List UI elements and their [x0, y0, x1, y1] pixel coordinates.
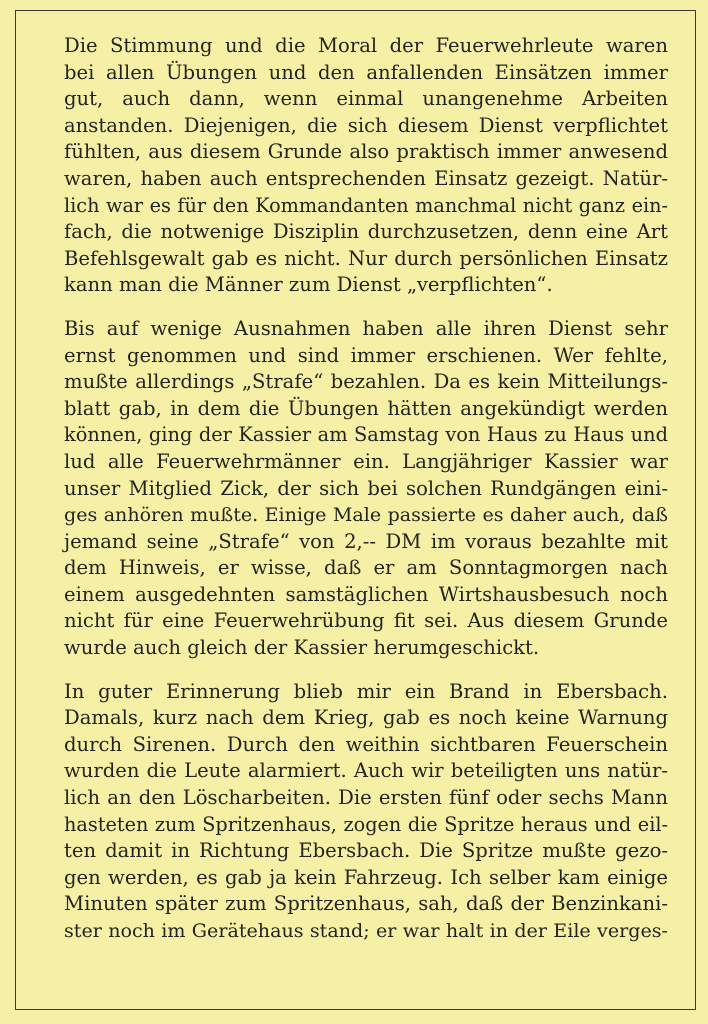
text-line: mußte allerdings „Strafe“ bezahlen. Da es kein Mitteilungs-: [64, 370, 668, 394]
text-line: gen werden, es gab ja kein Fahrzeug. Ich selber kam einige: [64, 865, 668, 889]
text-line: ges anhören mußte. Einige Male passierte es daher auch, daß: [64, 504, 668, 527]
text-line: nicht für eine Feuerwehrübung fit sei. Aus diesem Grunde: [64, 609, 668, 633]
text-line: lich war es für den Kommandanten manchmal nicht ganz ein-: [64, 193, 668, 217]
text-line: dem Hinweis, er wisse, daß er am Sonntagmorgen nach: [64, 556, 668, 580]
text-line: jemand seine „Strafe“ von 2,-- DM im voraus bezahlte mit: [64, 529, 668, 553]
text-line: Minuten später zum Spritzenhaus, sah, daß der Benzinkani-: [64, 892, 668, 916]
text-line: Die Stimmung und die Moral der Feuerwehrleute waren: [64, 34, 668, 57]
text-line: fach, die notwenige Disziplin durchzusetzen, denn eine Art: [64, 220, 668, 244]
text-line: können, ging der Kassier am Samstag von Haus zu Haus und: [64, 423, 668, 447]
text-line: In guter Erinnerung blieb mir ein Brand in Ebersbach.: [64, 679, 668, 703]
text-line: fühlten, aus diesem Grunde also praktisch immer anwesend: [64, 140, 668, 164]
text-line: hasteten zum Spritzenhaus, zogen die Spritze heraus und eil-: [64, 812, 668, 836]
text-line: einem ausgedehnten samstäglichen Wirtshausbesuch noch: [64, 582, 668, 606]
text-line: Bis auf wenige Ausnahmen haben alle ihren Dienst sehr: [64, 316, 668, 340]
text-line: durch Sirenen. Durch den weithin sichtbaren Feuerschein: [64, 732, 668, 756]
text-line: bei allen Übungen und den anfallenden Einsätzen immer: [64, 60, 668, 84]
text-line: Damals, kurz nach dem Krieg, gab es noch keine Warnung: [64, 706, 668, 730]
text-line: ten damit in Richtung Ebersbach. Die Spritze mußte gezo-: [64, 839, 668, 863]
text-line: ernst genommen und sind immer erschienen. Wer fehlte,: [64, 343, 668, 367]
text-line: anstanden. Diejenigen, die sich diesem Dienst verpflichtet: [64, 113, 668, 137]
text-line: Befehlsgewalt gab es nicht. Nur durch persönlichen Einsatz: [64, 246, 668, 270]
text-line: wurde auch gleich der Kassier herumgeschickt.: [64, 636, 540, 660]
text-line: ster noch im Gerätehaus stand; er war halt in der Eile verges-: [64, 920, 668, 942]
document-body: [64, 33, 668, 962]
paragraph-2: [64, 316, 668, 662]
text-line: kann man die Männer zum Dienst „verpflichten“.: [64, 273, 553, 297]
text-line: unser Mitglied Zick, der sich bei solchen Rundgängen eini-: [64, 476, 668, 500]
text-line: lud alle Feuerwehrmänner ein. Langjähriger Kassier war: [64, 449, 668, 473]
paragraph-1: [64, 33, 668, 299]
text-line: wurden die Leute alarmiert. Auch wir beteiligten uns natür-: [64, 759, 668, 783]
text-line: gut, auch dann, wenn einmal unangenehme Arbeiten: [64, 87, 668, 111]
paragraph-3: [64, 679, 668, 945]
text-line: lich an den Löscharbeiten. Die ersten fünf oder sechs Mann: [64, 786, 668, 810]
text-line: blatt gab, in dem die Übungen hätten angekündigt werden: [64, 396, 668, 420]
text-line: waren, haben auch entsprechenden Einsatz gezeigt. Natür-: [64, 166, 668, 190]
